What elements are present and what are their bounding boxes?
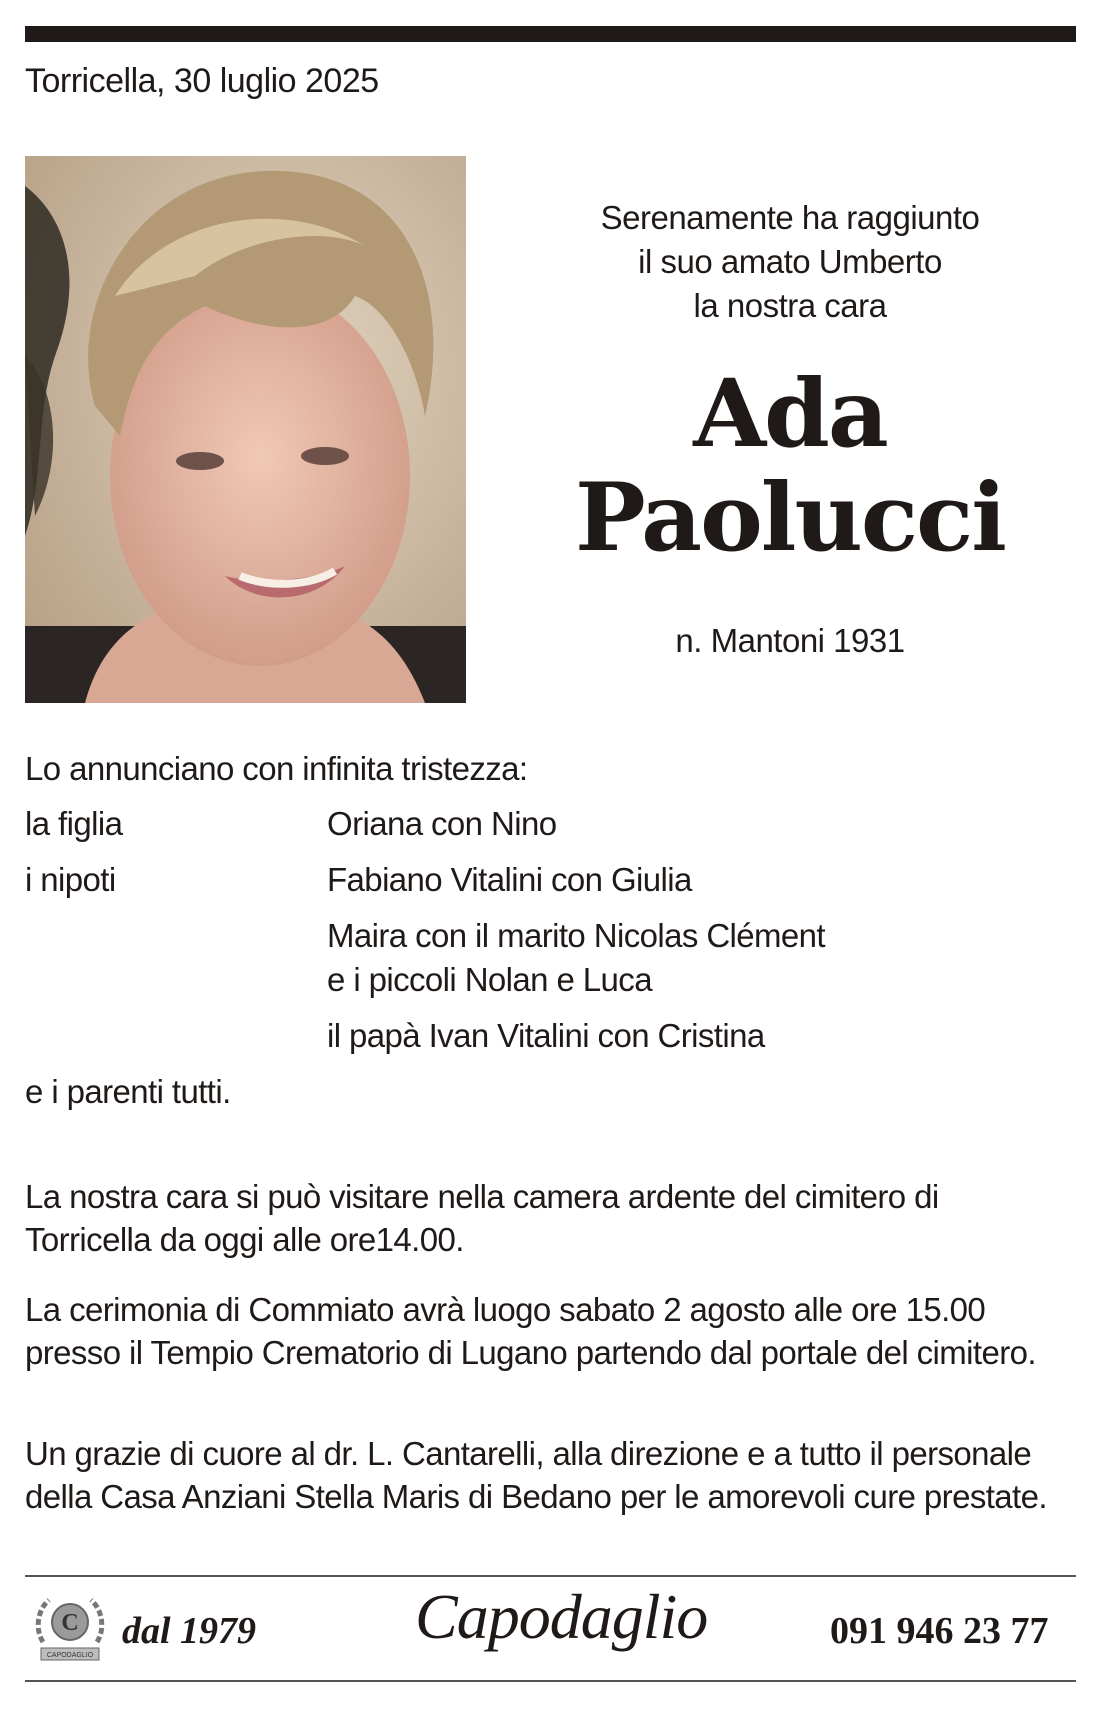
funeral-home-logo-icon — [33, 1592, 107, 1664]
thanks-paragraph: Un grazie di cuore al dr. L. Cantarelli, alla direzione e a tutto il personale della Casa Anziani Stella Maris di Bedano per le amorevoli cure prestate. — [25, 1435, 1047, 1515]
deceased-name — [540, 359, 1040, 573]
relation-label: i nipoti — [25, 861, 116, 898]
relative-names: Fabiano Vitalini con Giulia — [327, 861, 692, 898]
funeral-home-brand: Capodaglio — [415, 1581, 708, 1652]
last-name: Paolucci — [575, 463, 1005, 573]
logo-text: CAPODAGLIO — [46, 1652, 94, 1659]
footer-bottom-rule — [25, 1680, 1076, 1682]
relative-names: il papà Ivan Vitalini con Cristina — [327, 1017, 765, 1054]
first-name: Ada — [693, 359, 887, 469]
portrait-photo-icon — [25, 156, 466, 703]
relative-names: e i piccoli Nolan e Luca — [327, 961, 652, 998]
announcement-lead: Lo annunciano con infinita tristezza: — [25, 750, 528, 787]
top-rule — [25, 26, 1076, 42]
relative-names: Oriana con Nino — [327, 805, 557, 842]
intro-line: il suo amato Umberto — [638, 243, 942, 280]
announcement-closing: e i parenti tutti. — [25, 1073, 231, 1110]
maiden-name: n. Mantoni 1931 — [675, 622, 905, 659]
intro-line: Serenamente ha raggiunto — [600, 199, 980, 236]
logo-letter: C — [61, 1610, 79, 1636]
founded-since: dal 1979 — [122, 1610, 257, 1652]
notice-date: Torricella, 30 luglio 2025 — [25, 62, 379, 100]
relation-label: la figlia — [25, 805, 123, 842]
phone-number: 091 946 23 77 — [830, 1610, 1049, 1652]
ceremony-paragraph: La cerimonia di Commiato avrà luogo sabato 2 agosto alle ore 15.00 presso il Tempio Crematorio di Lugano partendo dal portale del cimitero. — [25, 1291, 1036, 1371]
intro-line: la nostra cara — [693, 287, 887, 324]
visit-paragraph: La nostra cara si può visitare nella camera ardente del cimitero di Torricella da oggi alle ore14.00. — [25, 1178, 939, 1258]
intro-text — [540, 196, 1040, 328]
relative-names: Maira con il marito Nicolas Clément — [327, 917, 825, 954]
footer-top-rule — [25, 1575, 1076, 1577]
